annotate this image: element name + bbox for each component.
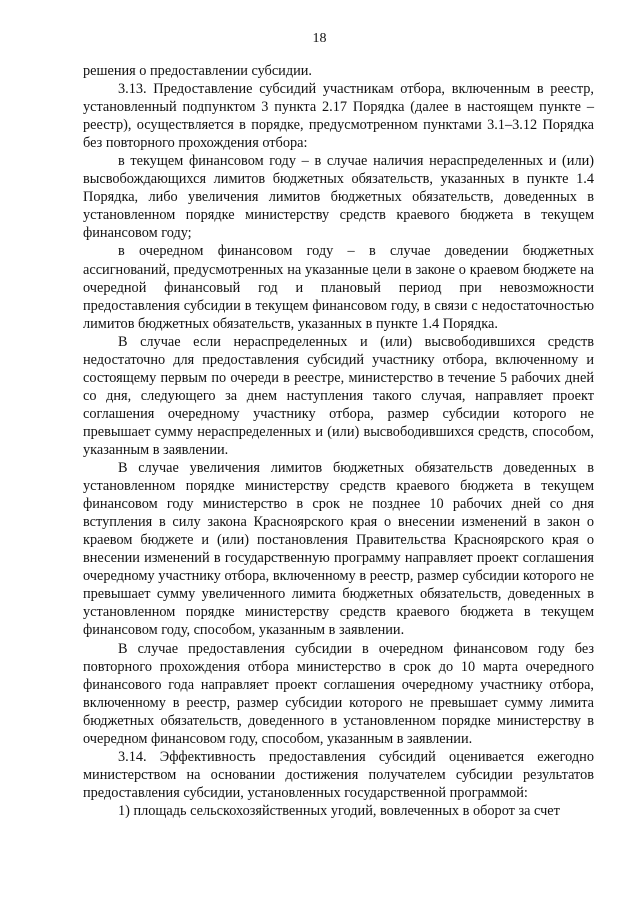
paragraph: решения о предоставлении субсидии. <box>83 63 312 79</box>
paragraph: В случае предоставления субсидии в очередном финансовом году без повторного прохождения отбора министерство в срок до 10 марта очередного финансового года направляет проект соглашения очередному участнику отбора, включенному в реестр, размер субсидии которого не превышает сумму лимита бюджетных обязательств, доведенного в установленном порядке министерству в очередном финансовом году, способом, указанным в заявлении. <box>83 640 594 747</box>
page-number: 18 <box>312 31 327 46</box>
paragraph: в текущем финансовом году – в случае наличия нераспределенных и (или) высвобождающихся лимитов бюджетных обязательств, указанных в пункте 1.4 Порядка, либо увеличения лимитов бюджетных обязательств, доведенных в установленном порядке министерству средств краевого бюджета в текущем финансовом году; <box>83 153 594 242</box>
paragraph: 3.14. Эффективность предоставления субсидий оценивается ежегодно министерством на основании достижения получателем субсидии результатов предоставления субсидии, установленных государственной программой: <box>83 748 594 801</box>
paragraph: В случае если нераспределенных и (или) высвободившихся средств недостаточно для предоставления субсидий участнику отбора, включенному и состоящему первым по очереди в реестре, министерство в течение 5 рабочих дней со дня, следующего за днем наступления такого случая, направляет проект соглашения очередному участнику отбора, размер субсидии которого не превышает сумму нераспределенных и (или) высвободившихся средств, способом, указанным в заявлении. <box>83 333 594 458</box>
document-body <box>83 62 594 820</box>
paragraph: в очередном финансовом году – в случае доведении бюджетных ассигнований, предусмотренных на указанные цели в законе о краевом бюджете на очередной финансовый год и плановый период при невозможности предоставления субсидии в текущем финансовом году, в связи с недостаточностью лимитов бюджетных обязательств, указанных в пункте 1.4 Порядка. <box>83 243 594 332</box>
paragraph: 3.13. Предоставление субсидий участникам отбора, включенным в реестр, установленный подпунктом 3 пункта 2.17 Порядка (далее в настоящем пункте – реестр), осуществляется в порядке, предусмотренном пунктами 3.1–3.12 Порядка без повторного прохождения отбора: <box>83 81 594 152</box>
paragraph: 1) площадь сельскохозяйственных угодий, вовлеченных в оборот за счет <box>118 802 560 819</box>
paragraph: В случае увеличения лимитов бюджетных обязательств доведенных в установленном порядке министерству средств краевого бюджета в текущем финансовом году министерство в срок не позднее 10 рабочих дней со дня вступления в силу закона Красноярского края о внесении изменений в закон о краевом бюджете и (или) постановления Правительства Красноярского края о внесении изменений в государственную программу направляет проект соглашения очередному участнику отбора, включенному в реестр, размер субсидии которого не превышает сумму увеличенного лимита бюджетных обязательств, доведенных в установленном порядке министерству средств краевого бюджета в текущем финансовом году, способом, указанным в заявлении. <box>83 460 594 639</box>
